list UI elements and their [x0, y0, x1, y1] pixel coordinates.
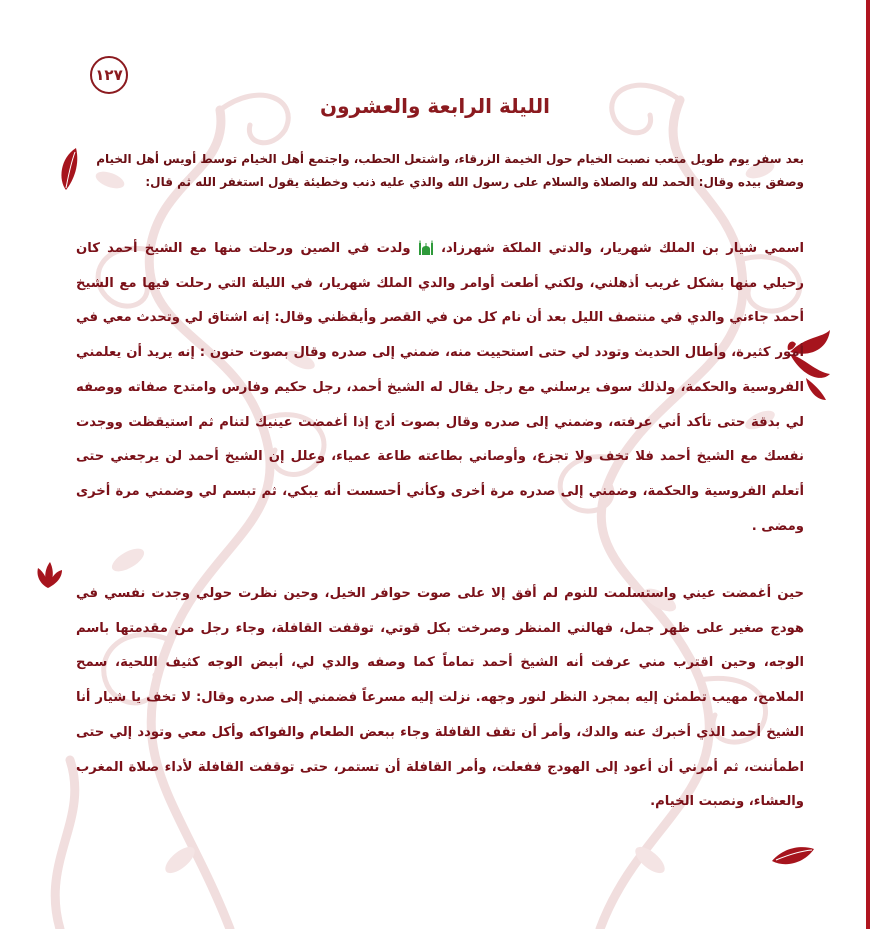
mosque-icon — [418, 240, 434, 256]
right-edge-rule — [866, 0, 870, 929]
chapter-title: الليلة الرابعة والعشرون — [320, 94, 550, 118]
story-paragraph-1 — [76, 232, 804, 544]
page-number: ١٢٧ — [90, 56, 128, 94]
paragraph-1-text-rest: ولدت في الصين ورحلت منها مع الشيخ أحمد كان رحيلي منها بشكل غريب أذهلني، ولكني أطعت أوامر والدي الملك شهريار، في الليلة التي رحلت فيها مع الشيخ أحمد جاءني والدي في منتصف الليل بعد أن نام كل من في القصر وأيقظني وقال: إنه اشتاق لي وتحدث معي في أمور كثيرة، وأطال الحديث وتودد لي حتى استحييت منه، ضمني إلى صدره وقال بصوت حنون : إنه يريد أن يعلمني الفروسية والحكمة، ولذلك سوف يرسلني مع رجل يقال له الشيخ أحمد، رجل حكيم وفارس وامتدح صفاته ووصفه لي بدقة حتى تأكد أني عرفته، وضمني إلى صدره وقال بصوت أدج إذا أغمضت عينيك لتنام ثم استيقظت ووجدت نفسك مع الشيخ أحمد فلا تخف ولا تجزع، وأوصاني بطاعته طاعة عمياء، وعلل إن الشيخ أحمد لن يرجعني حتى أتعلم الفروسية والحكمة، وضمني إلى صدره مرة أخرى وكأني أحسست أنه يبكي، ثم تبسم لي وضمني مرة أخرى ومضى . — [76, 241, 804, 534]
red-flower-ornament-icon — [34, 560, 64, 590]
intro-paragraph: بعد سفر يوم طويل متعب نصبت الخيام حول الخيمة الزرقاء، واشتعل الحطب، واجتمع أهل الخيام توسط أويس أهل الخيام وصفق بيده وقال: الحمد لله والصلاة والسلام على رسول الله والذي عليه ذنب وخطيئة يقول استغفر الله ثم قال: — [96, 152, 804, 189]
paragraph-1-text-start: اسمي شيار بن الملك شهريار، والدتي الملكة شهرزاد، — [441, 241, 804, 256]
story-paragraph-2: حين أغمضت عيني واستسلمت للنوم لم أفق إلا على صوت حوافر الخيل، وحين نظرت حولي وجدت نفسي في هودج صغير على ظهر جمل، فهالني المنظر وصرخت بكل قوتي، توقفت القافلة، وجاء رجل من مقدمتها باسم الوجه، وحين اقترب مني عرفت أنه الشيخ أحمد تماماً كما وصفه والدي لي، أبيض الوجه كثيف اللحية، سمح الملامح، مهيب تطمئن إليه بمجرد النظر لنور وجهه. نزلت إليه مسرعاً فضمني إلى صدره وقال: لا تخف يا شيار أنا الشيخ أحمد الذي أخبرك عنه والدك، وأمر أن تقف القافلة وجاء ببعض الطعام والفواكه وأكل معي وتودد إلي حتى اطمأننت، ثم أمرني أن أعود إلى الهودج ففعلت، وأمر القافلة أن تستمر، حتى توقفت القافلة لأداء صلاة المغرب والعشاء، ونصبت الخيام. — [76, 586, 804, 810]
red-leaf-bottom-icon — [770, 843, 816, 869]
